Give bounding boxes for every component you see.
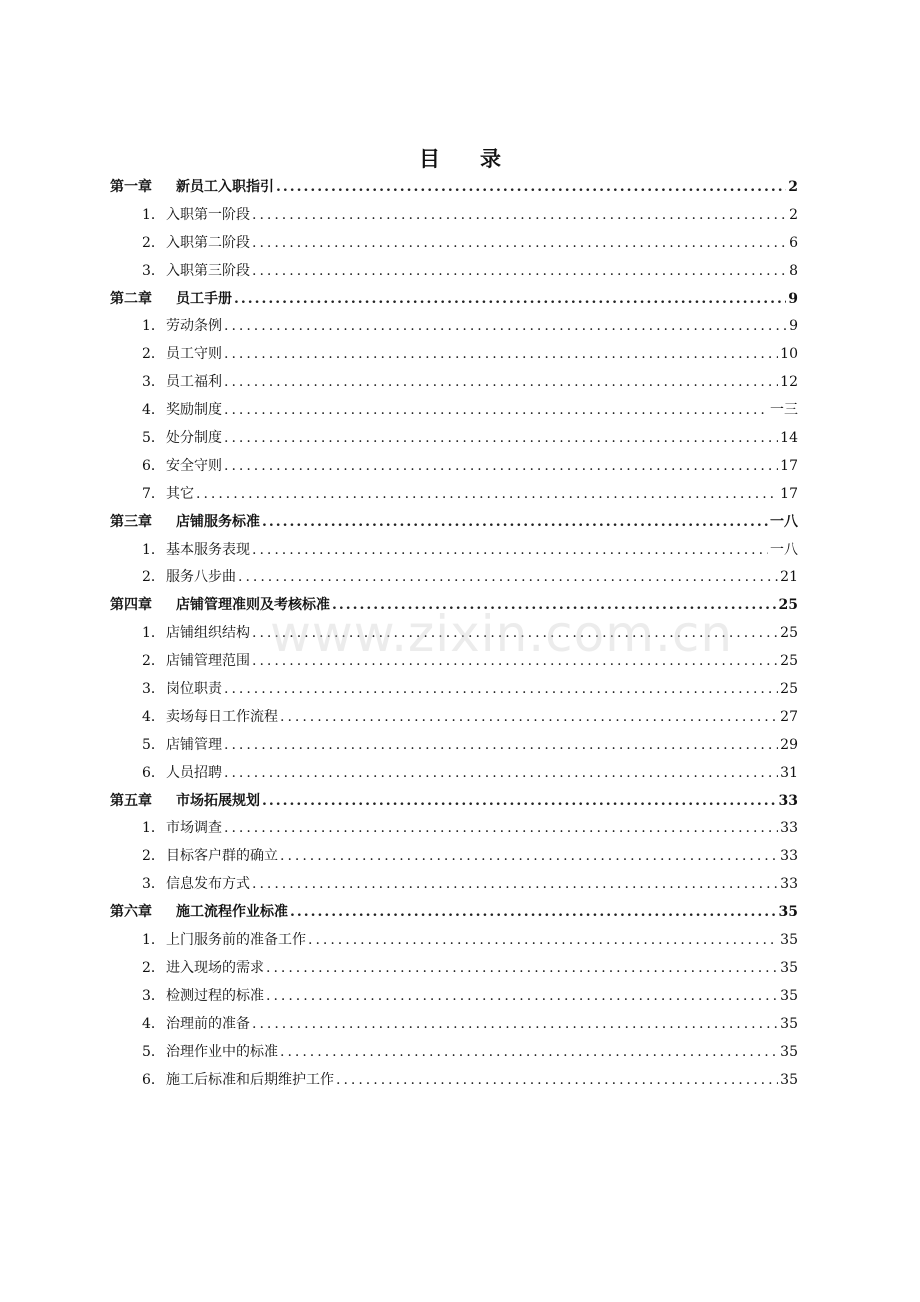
toc-chapter-entry[interactable] (110, 286, 798, 314)
toc-section-entry[interactable] (110, 620, 798, 648)
toc-entry-page: 25 (778, 597, 798, 614)
toc-dot-leader (252, 620, 778, 648)
toc-section-entry[interactable] (110, 815, 798, 843)
toc-entry-page: 35 (780, 1071, 798, 1088)
toc-entry-title: 卖场每日工作流程 (166, 708, 278, 725)
toc-entry-title: 处分制度 (166, 430, 222, 447)
toc-entry-number: 6． (142, 1071, 165, 1088)
toc-entry-number: 3． (142, 262, 165, 279)
toc-entry-title: 治理前的准备 (166, 1015, 250, 1032)
toc-dot-leader (224, 313, 787, 341)
toc-dot-leader (280, 1039, 778, 1067)
toc-entry-page: 35 (780, 932, 798, 949)
toc-entry-page: 一三 (770, 402, 798, 419)
toc-section-entry[interactable] (110, 453, 798, 481)
toc-dot-leader (224, 425, 778, 453)
toc-dot-leader (234, 286, 786, 314)
toc-chapter-entry[interactable] (110, 509, 798, 537)
toc-section-entry[interactable] (110, 1011, 798, 1039)
toc-section-entry[interactable] (110, 760, 798, 788)
toc-entry-title: 劳动条例 (166, 318, 222, 335)
toc-entry-page: 31 (780, 764, 798, 781)
toc-entry-title: 检测过程的标准 (166, 987, 264, 1004)
toc-dot-leader (224, 369, 778, 397)
toc-entry-title: 施工流程作业标准 (176, 904, 288, 921)
toc-dot-leader (224, 760, 778, 788)
toc-entry-page: 33 (778, 792, 798, 809)
toc-entry-title: 市场拓展规划 (176, 792, 260, 809)
toc-section-entry[interactable] (110, 983, 798, 1011)
toc-dot-leader (224, 676, 778, 704)
toc-section-entry[interactable] (110, 537, 798, 565)
toc-entry-title: 施工后标准和后期维护工作 (166, 1071, 334, 1088)
toc-dot-leader (252, 871, 778, 899)
toc-dot-leader (224, 732, 778, 760)
toc-entry-page: 35 (780, 959, 798, 976)
toc-entry-number: 3． (142, 987, 165, 1004)
toc-entry-page: 2 (789, 206, 798, 223)
toc-entry-number: 2． (142, 653, 165, 670)
toc-entry-number: 3． (142, 681, 165, 698)
toc-entry-page: 35 (778, 904, 798, 921)
toc-entry-page: 27 (780, 708, 798, 725)
toc-list (110, 174, 798, 1094)
toc-section-entry[interactable] (110, 676, 798, 704)
toc-entry-title: 上门服务前的准备工作 (166, 932, 306, 949)
toc-entry-number: 3． (142, 374, 165, 391)
toc-section-entry[interactable] (110, 871, 798, 899)
toc-entry-page: 29 (780, 736, 798, 753)
toc-dot-leader (224, 815, 778, 843)
toc-entry-title: 岗位职责 (166, 681, 222, 698)
toc-section-entry[interactable] (110, 704, 798, 732)
toc-section-entry[interactable] (110, 202, 798, 230)
toc-chapter-entry[interactable] (110, 174, 798, 202)
toc-entry-page: 33 (780, 876, 798, 893)
toc-dot-leader (238, 564, 778, 592)
toc-entry-number: 7． (142, 485, 165, 502)
toc-entry-page: 一八 (770, 513, 798, 530)
toc-section-entry[interactable] (110, 843, 798, 871)
toc-section-entry[interactable] (110, 481, 798, 509)
toc-dot-leader (252, 230, 787, 258)
toc-entry-page: 35 (780, 1015, 798, 1032)
toc-dot-leader (280, 843, 778, 871)
toc-dot-leader (252, 1011, 778, 1039)
toc-entry-page: 12 (780, 374, 798, 391)
toc-entry-title: 入职第二阶段 (166, 234, 250, 251)
toc-entry-title: 员工守则 (166, 346, 222, 363)
toc-entry-title: 店铺管理范围 (166, 653, 250, 670)
toc-chapter-entry[interactable] (110, 788, 798, 816)
toc-entry-number: 2． (142, 959, 165, 976)
toc-entry-title: 治理作业中的标准 (166, 1043, 278, 1060)
toc-entry-title: 进入现场的需求 (166, 959, 264, 976)
toc-entry-page: 35 (780, 1043, 798, 1060)
toc-section-entry[interactable] (110, 564, 798, 592)
toc-section-entry[interactable] (110, 1039, 798, 1067)
toc-entry-number: 1． (142, 932, 165, 949)
toc-dot-leader (276, 174, 786, 202)
toc-entry-number: 第一章 (110, 179, 152, 195)
toc-entry-number: 4． (142, 402, 165, 419)
toc-dot-leader (252, 258, 787, 286)
toc-entry-title: 目标客户群的确立 (166, 848, 278, 865)
toc-entry-title: 店铺管理准则及考核标准 (176, 597, 330, 614)
toc-entry-title: 新员工入职指引 (176, 179, 274, 195)
toc-dot-leader (224, 341, 778, 369)
toc-entry-number: 2． (142, 848, 165, 865)
toc-entry-title: 安全守则 (166, 457, 222, 474)
toc-dot-leader (224, 397, 768, 425)
toc-entry-page: 17 (780, 485, 798, 502)
toc-section-entry[interactable] (110, 397, 798, 425)
toc-dot-leader (262, 509, 768, 537)
toc-section-entry[interactable] (110, 927, 798, 955)
toc-section-entry[interactable] (110, 258, 798, 286)
toc-entry-page: 17 (780, 457, 798, 474)
toc-entry-number: 6． (142, 457, 165, 474)
toc-entry-title: 信息发布方式 (166, 876, 250, 893)
toc-entry-number: 第二章 (110, 290, 152, 307)
toc-title-part-1: 目 (419, 146, 440, 171)
toc-entry-title: 店铺组织结构 (166, 625, 250, 642)
toc-entry-number: 1． (142, 318, 165, 335)
toc-entry-number: 第四章 (110, 597, 152, 614)
toc-entry-title: 入职第一阶段 (166, 206, 250, 223)
toc-entry-number: 6． (142, 764, 165, 781)
toc-entry-number: 2． (142, 346, 165, 363)
toc-entry-number: 4． (142, 1015, 165, 1032)
toc-dot-leader (332, 592, 777, 620)
toc-dot-leader (262, 788, 777, 816)
toc-entry-number: 4． (142, 708, 165, 725)
toc-dot-leader (252, 202, 787, 230)
toc-entry-page: 9 (788, 290, 798, 307)
toc-dot-leader (336, 1067, 778, 1095)
toc-entry-page: 2 (788, 179, 798, 195)
toc-entry-title: 市场调查 (166, 820, 222, 837)
toc-entry-page: 25 (780, 625, 798, 642)
toc-title-part-2: 录 (480, 146, 501, 171)
toc-entry-page: 33 (780, 820, 798, 837)
toc-entry-number: 1． (142, 206, 165, 223)
toc-dot-leader (196, 481, 778, 509)
toc-section-entry[interactable] (110, 648, 798, 676)
toc-entry-title: 店铺管理 (166, 736, 222, 753)
watermark-text: www.zixin.com.cn (270, 605, 734, 663)
toc-entry-number: 5． (142, 1043, 165, 1060)
toc-entry-number: 2． (142, 569, 165, 586)
toc-entry-title: 服务八步曲 (166, 569, 236, 586)
toc-entry-page: 9 (789, 318, 798, 335)
toc-section-entry[interactable] (110, 313, 798, 341)
toc-entry-number: 1． (142, 820, 165, 837)
toc-dot-leader (308, 927, 778, 955)
toc-entry-title: 店铺服务标准 (176, 513, 260, 530)
toc-entry-number: 第五章 (110, 792, 152, 809)
toc-entry-number: 1． (142, 625, 165, 642)
toc-section-entry[interactable] (110, 732, 798, 760)
toc-entry-page: 21 (780, 569, 798, 586)
toc-dot-leader (266, 983, 778, 1011)
toc-chapter-entry[interactable] (110, 592, 798, 620)
toc-section-entry[interactable] (110, 1067, 798, 1095)
toc-dot-leader (266, 955, 778, 983)
toc-dot-leader (252, 537, 768, 565)
toc-entry-number: 1． (142, 541, 165, 558)
toc-entry-title: 入职第三阶段 (166, 262, 250, 279)
toc-section-entry[interactable] (110, 955, 798, 983)
toc-chapter-entry[interactable] (110, 899, 798, 927)
toc-entry-number: 5． (142, 736, 165, 753)
toc-dot-leader (224, 453, 778, 481)
toc-entry-page: 25 (780, 653, 798, 670)
toc-entry-title: 员工福利 (166, 374, 222, 391)
toc-entry-number: 3． (142, 876, 165, 893)
toc-entry-page: 33 (780, 848, 798, 865)
toc-entry-title: 其它 (166, 485, 194, 502)
toc-dot-leader (280, 704, 778, 732)
toc-entry-title: 人员招聘 (166, 764, 222, 781)
toc-section-entry[interactable] (110, 369, 798, 397)
toc-entry-number: 第六章 (110, 904, 152, 921)
toc-entry-page: 一八 (770, 541, 798, 558)
toc-entry-page: 6 (789, 234, 798, 251)
toc-entry-page: 25 (780, 681, 798, 698)
toc-dot-leader (252, 648, 778, 676)
toc-entry-page: 14 (780, 430, 798, 447)
toc-entry-title: 基本服务表现 (166, 541, 250, 558)
toc-entry-number: 5． (142, 430, 165, 447)
toc-entry-page: 10 (780, 346, 798, 363)
toc-entry-page: 8 (789, 262, 798, 279)
toc-entry-number: 2． (142, 234, 165, 251)
toc-section-entry[interactable] (110, 425, 798, 453)
toc-entry-title: 奖励制度 (166, 402, 222, 419)
toc-entry-page: 35 (780, 987, 798, 1004)
toc-entry-title: 员工手册 (176, 290, 232, 307)
toc-title (0, 143, 920, 173)
toc-section-entry[interactable] (110, 341, 798, 369)
toc-entry-number: 第三章 (110, 513, 152, 530)
toc-dot-leader (290, 899, 777, 927)
toc-section-entry[interactable] (110, 230, 798, 258)
